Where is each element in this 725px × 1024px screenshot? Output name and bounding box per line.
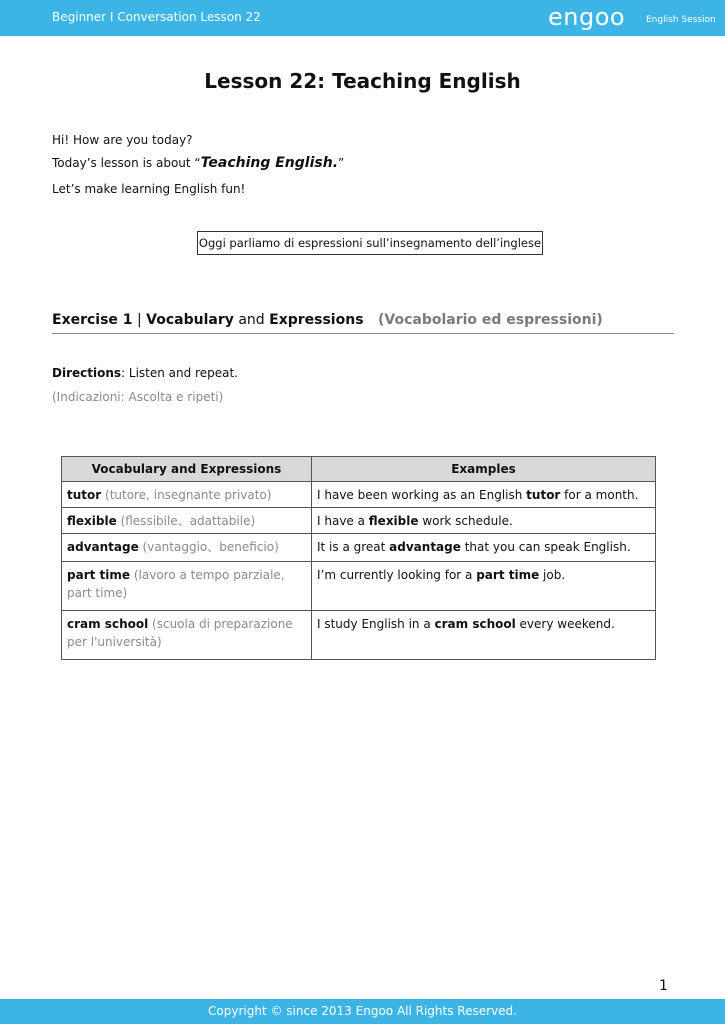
intro-topic: Today’s lesson is about “Teaching English.”	[52, 155, 345, 171]
vocabulary-table	[61, 456, 656, 660]
column-header-examples: Examples	[312, 457, 656, 482]
intro-greeting: Hi! How are you today?	[52, 133, 193, 147]
example-cell: I’m currently looking for a part time job.	[312, 562, 656, 611]
table-row	[62, 534, 656, 562]
directions: Directions: Listen and repeat.	[52, 366, 238, 380]
column-header-vocab: Vocabulary and Expressions	[62, 457, 312, 482]
footer-bar	[0, 999, 725, 1024]
table-row	[62, 562, 656, 611]
table-row	[62, 482, 656, 508]
copyright-text: Copyright © since 2013 Engoo All Rights Reserved.	[208, 1004, 517, 1018]
header-lesson-label: Beginner I Conversation Lesson 22	[52, 10, 261, 24]
heading-divider	[52, 333, 674, 334]
vocab-cell: tutor (tutore, insegnante privato)	[62, 482, 312, 508]
logo-tagline: English Session	[646, 15, 716, 25]
directions-italian: (Indicazioni: Ascolta e ripeti)	[52, 390, 224, 404]
vocab-cell: advantage (vantaggio、beneficio)	[62, 534, 312, 562]
engoo-logo: engoo	[548, 3, 626, 31]
page-title: Lesson 22: Teaching English	[204, 69, 521, 93]
example-cell: I study English in a cram school every weekend.	[312, 611, 656, 660]
vocab-cell: flexible (flessibile、adattabile)	[62, 508, 312, 534]
intro-fun: Let’s make learning English fun!	[52, 182, 246, 196]
vocab-cell: part time (lavoro a tempo parziale, part time)	[62, 562, 312, 611]
table-row	[62, 508, 656, 534]
example-cell: I have a flexible work schedule.	[312, 508, 656, 534]
exercise-heading: Exercise 1 | Vocabulary and Expressions (Vocabolario ed espressioni)	[52, 312, 603, 328]
example-cell: It is a great advantage that you can speak English.	[312, 534, 656, 562]
table-row	[62, 611, 656, 660]
vocab-cell: cram school (scuola di preparazione per l'università)	[62, 611, 312, 660]
header-bar	[0, 0, 725, 36]
italian-summary-box: Oggi parliamo di espressioni sull’insegnamento dell’inglese	[197, 231, 543, 255]
exercise-heading-italian: (Vocabolario ed espressioni)	[377, 312, 603, 328]
page-number: 1	[659, 978, 668, 994]
table-header-row	[62, 457, 656, 482]
example-cell: I have been working as an English tutor for a month.	[312, 482, 656, 508]
intro-topic-name: Teaching English.	[200, 155, 339, 171]
